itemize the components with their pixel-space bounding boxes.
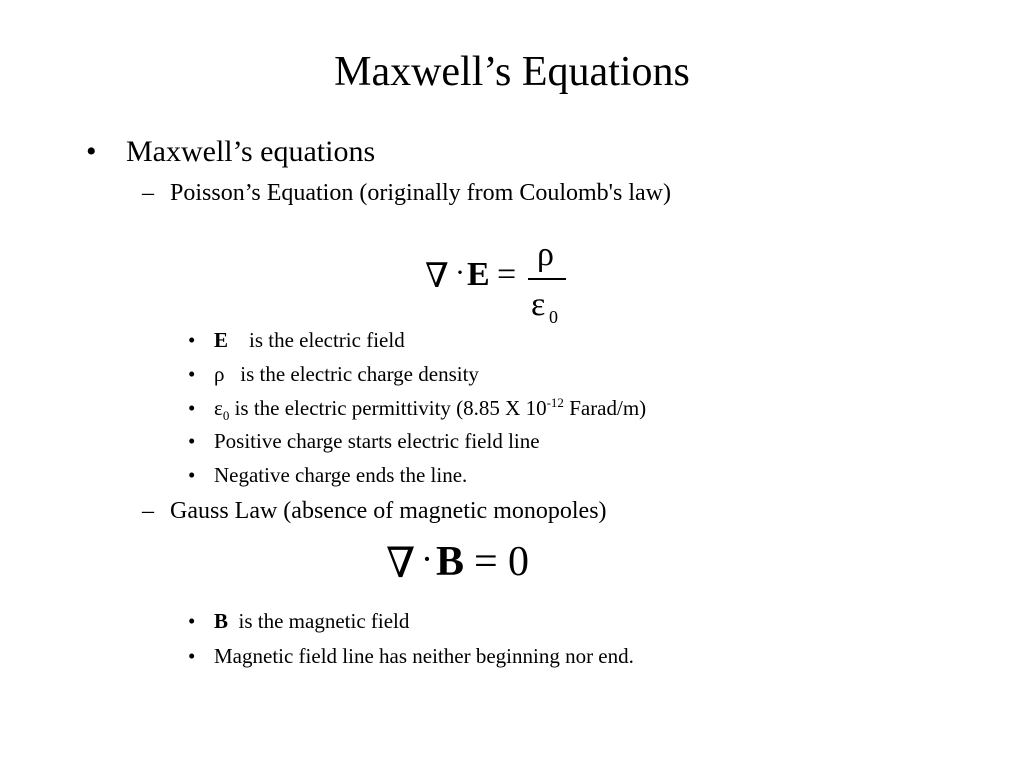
b-symbol: B (214, 609, 229, 633)
zero-rhs: 0 (508, 539, 529, 585)
poisson-heading-text: Poisson’s Equation (originally from Coulomb's law) (170, 180, 671, 206)
negative-text: Negative charge ends the line. (214, 463, 468, 487)
list-item-b (188, 607, 409, 635)
field-line-text: Magnetic field line has neither beginning nor end. (214, 644, 634, 668)
dot-operator: · (455, 256, 465, 289)
epsilon-text-b: Farad/m) (569, 396, 647, 420)
list-item-negative (188, 461, 467, 489)
main-bullet-text: Maxwell’s equations (126, 135, 376, 168)
nabla-symbol: ∇ (425, 258, 449, 295)
list-item-rho (188, 360, 479, 388)
list-item-e (188, 326, 405, 354)
positive-text: Positive charge starts electric field line (214, 429, 540, 453)
bullet-mark: • (188, 463, 196, 487)
e-text: is the electric field (249, 328, 405, 352)
bullet-mark: • (188, 429, 196, 453)
list-item-field-line (188, 642, 634, 670)
list-item-positive (188, 427, 540, 455)
list-item-epsilon (188, 394, 646, 422)
epsilon-exponent: -12 (546, 395, 564, 410)
epsilon-denominator: ε (531, 286, 546, 323)
bullet-mark: • (188, 328, 196, 352)
equals-sign: = (474, 539, 498, 585)
gauss-heading-text: Gauss Law (absence of magnetic monopoles) (170, 498, 607, 524)
gauss-heading (142, 495, 607, 527)
poisson-heading (142, 177, 671, 209)
slide-title: Maxwell’s Equations (334, 49, 690, 95)
bullet-mark: • (86, 135, 97, 168)
magnetic-field-symbol: B (436, 539, 465, 585)
electric-field-symbol: E (467, 256, 490, 293)
bullet-mark: • (188, 396, 196, 420)
dot-operator: · (421, 539, 433, 579)
b-text: is the magnetic field (238, 609, 410, 633)
equals-sign: = (497, 256, 517, 293)
rho-numerator: ρ (537, 236, 554, 273)
main-bullet (86, 132, 375, 172)
bullet-mark: • (188, 362, 196, 386)
dash-mark: – (142, 180, 154, 206)
bullet-mark: • (188, 609, 196, 633)
epsilon-text-a: is the electric permittivity (8.85 X 10 (234, 396, 547, 420)
epsilon-subscript: 0 (549, 307, 558, 327)
dash-mark: – (142, 498, 154, 524)
e-symbol: E (214, 328, 229, 352)
nabla-symbol: ∇ (386, 541, 416, 587)
epsilon-sub: 0 (222, 408, 230, 424)
fraction-bar (528, 278, 566, 280)
epsilon-symbol: ε (214, 396, 223, 420)
rho-symbol: ρ (214, 362, 225, 386)
bullet-mark: • (188, 644, 196, 668)
rho-text: is the electric charge density (240, 362, 479, 386)
